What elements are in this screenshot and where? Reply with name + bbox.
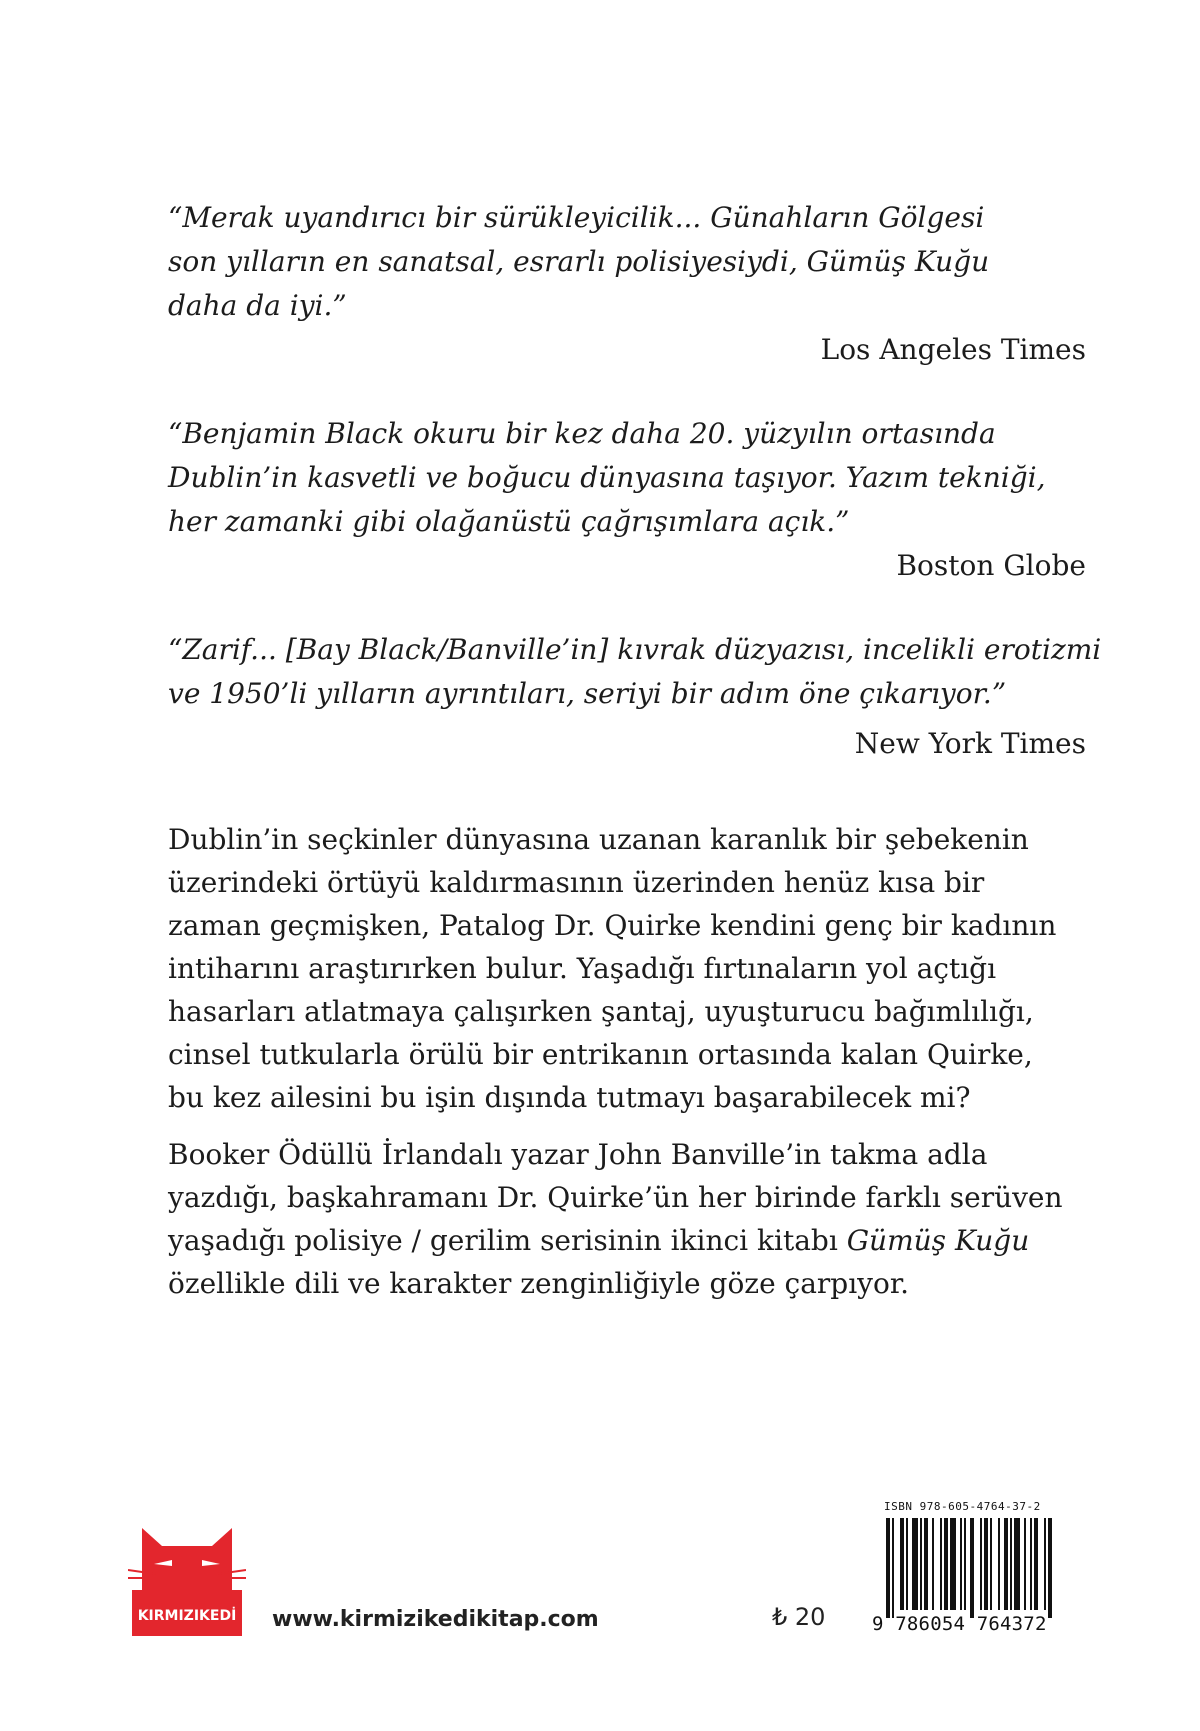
quote-1-source: Los Angeles Times — [820, 333, 1086, 366]
barcode-bar — [1024, 1518, 1026, 1610]
barcode-bar — [944, 1518, 948, 1610]
blurb-paragraph-2: Booker Ödüllü İrlandalı yazar John Banville’in takma adla yazdığı, başkahramanı Dr. Quirke’ün her birinde farklı serüven yaşadığı polisiye / gerilim serisinin ikinci kitabı Gümüş Kuğu özellikle dili ve karakter zenginliğiyle göze çarpıyor. — [168, 1138, 1063, 1300]
price: ₺ 20 — [772, 1603, 826, 1631]
barcode-bar — [998, 1518, 1000, 1610]
quote-3-source: New York Times — [854, 727, 1086, 760]
barcode-bar — [1014, 1518, 1020, 1610]
barcode-bar — [960, 1518, 962, 1610]
barcode-bar — [886, 1518, 890, 1618]
quote-2-source: Boston Globe — [896, 549, 1086, 582]
barcode-bar — [1010, 1518, 1012, 1610]
isbn-barcode — [872, 1500, 1074, 1640]
quote-2-text: “Benjamin Black okuru bir kez daha 20. yüzyılın ortasında Dublin’in kasvetli ve boğucu dünyasına taşıyor. Yazım tekniği, her zamanki gibi olağanüstü çağrışımlara açık.” — [168, 417, 1046, 538]
barcode-bar — [924, 1518, 928, 1610]
barcode-bar — [1030, 1518, 1032, 1610]
publisher-logo — [128, 1520, 246, 1638]
barcode-bar — [964, 1518, 966, 1610]
barcode-bar — [980, 1518, 982, 1610]
cat-logo-icon — [128, 1520, 246, 1638]
barcode-bar — [1048, 1518, 1052, 1618]
svg-text:KIRMIZIKEDİ: KIRMIZIKEDİ — [137, 1608, 237, 1624]
barcode-bar — [1044, 1518, 1046, 1610]
quote-2 — [168, 412, 1086, 588]
barcode-bar — [990, 1518, 992, 1610]
barcode-bar — [906, 1518, 908, 1610]
barcode-bar — [892, 1518, 894, 1618]
book-title: Gümüş Kuğu — [846, 1224, 1030, 1257]
book-blurb — [168, 818, 1088, 1319]
barcode-bar — [1004, 1518, 1008, 1610]
quote-1-text: “Merak uyandırıcı bir sürükleyicilik... Günahların Gölgesi son yılların en sanatsal, esrarlı polisiyesiydi, Gümüş Kuğu daha da iyi.” — [168, 201, 990, 322]
barcode-bar — [940, 1518, 942, 1610]
barcode-bar — [1034, 1518, 1038, 1610]
isbn-number: 9 786054 764372 — [872, 1613, 1047, 1635]
quote-3 — [168, 628, 1102, 766]
barcode-bar — [920, 1518, 922, 1610]
barcode-bar — [970, 1518, 974, 1618]
barcode-bar — [950, 1518, 956, 1610]
quote-3-text: “Zarif... [Bay Black/Banville’in] kıvrak düzyazısı, incelikli erotizmi ve 1950’li yılların ayrıntıları, seriyi bir adım öne çıkarıyor.” — [168, 633, 1102, 710]
barcode-bar — [912, 1518, 918, 1610]
barcode-bar — [932, 1518, 934, 1610]
isbn-label: ISBN 978-605-4764-37-2 — [884, 1500, 1041, 1513]
barcode-bar — [900, 1518, 904, 1610]
barcode-bar — [984, 1518, 988, 1610]
publisher-website: www.kirmizikedikitap.com — [272, 1607, 599, 1632]
quote-1 — [168, 196, 1086, 372]
blurb-paragraph-1: Dublin’in seçkinler dünyasına uzanan karanlık bir şebekenin üzerindeki örtüyü kaldırmasının üzerinden henüz kısa bir zaman geçmişken, Patalog Dr. Quirke kendini genç bir kadının intiharını araştırırken bulur. Yaşadığı fırtınaların yol açtığı hasarları atlatmaya çalışırken şantaj, uyuşturucu bağımlılığı, cinsel tutkularla örülü bir entrikanın ortasında kalan Quirke, bu kez ailesini bu işin dışında tutmayı başarabilecek mi? — [168, 823, 1057, 1114]
